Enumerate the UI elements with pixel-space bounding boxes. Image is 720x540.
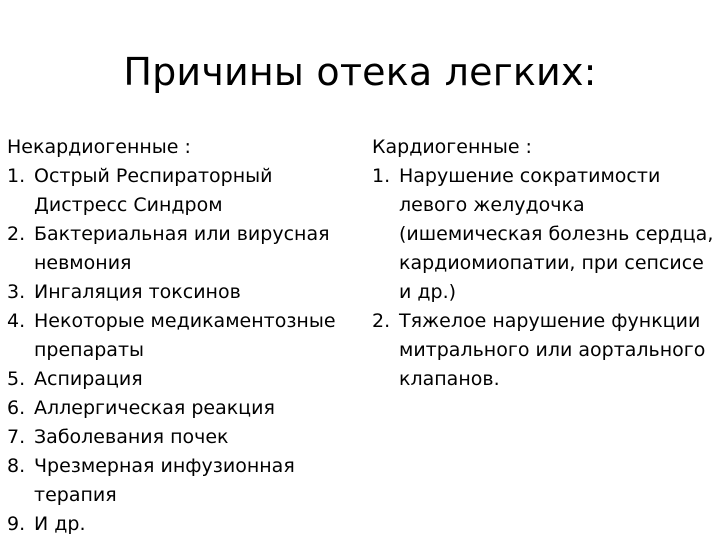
item-text: Нарушение сократимости левого желудочка (ишемическая болезнь сердца, кардиомиопатии, при сепсисе и др.)	[399, 165, 714, 303]
item-number: 3.	[7, 281, 26, 303]
list-item	[7, 423, 352, 452]
item-text: Чрезмерная инфузионная терапия	[34, 455, 295, 506]
noncardiogenic-heading: Некардиогенные :	[7, 136, 191, 158]
list-item	[7, 278, 352, 307]
list-item	[7, 365, 352, 394]
item-number: 2.	[7, 223, 26, 245]
item-text: Острый Респираторный Дистресс Синдром	[34, 165, 273, 216]
item-text: Заболевания почек	[34, 426, 229, 448]
cardiogenic-column	[372, 133, 717, 394]
item-text: Аллергическая реакция	[34, 397, 275, 419]
noncardiogenic-list	[7, 162, 352, 539]
cardiogenic-heading: Кардиогенные :	[372, 136, 532, 158]
item-number: 7.	[7, 426, 26, 448]
list-item	[7, 162, 352, 220]
noncardiogenic-column	[7, 133, 352, 539]
list-item	[7, 394, 352, 423]
item-number: 6.	[7, 397, 26, 419]
item-number: 1.	[372, 165, 391, 187]
item-text: Бактериальная или вирусная невмония	[34, 223, 330, 274]
slide-title: Причины отека легких:	[123, 50, 597, 95]
item-number: 2.	[372, 310, 391, 332]
list-item	[7, 452, 352, 510]
cardiogenic-list	[372, 162, 717, 394]
list-item	[7, 510, 352, 539]
item-text: Аспирация	[34, 368, 143, 390]
list-item	[372, 162, 717, 307]
list-item	[7, 220, 352, 278]
item-text: Некоторые медикаментозные препараты	[34, 310, 336, 361]
item-number: 1.	[7, 165, 26, 187]
item-number: 9.	[7, 513, 26, 535]
item-text: Тяжелое нарушение функции митрального или аортального клапанов.	[399, 310, 706, 390]
item-number: 5.	[7, 368, 26, 390]
list-item	[372, 307, 717, 394]
item-number: 4.	[7, 310, 26, 332]
item-text: Ингаляция токсинов	[34, 281, 241, 303]
item-text: И др.	[34, 513, 86, 535]
item-number: 8.	[7, 455, 26, 477]
list-item	[7, 307, 352, 365]
